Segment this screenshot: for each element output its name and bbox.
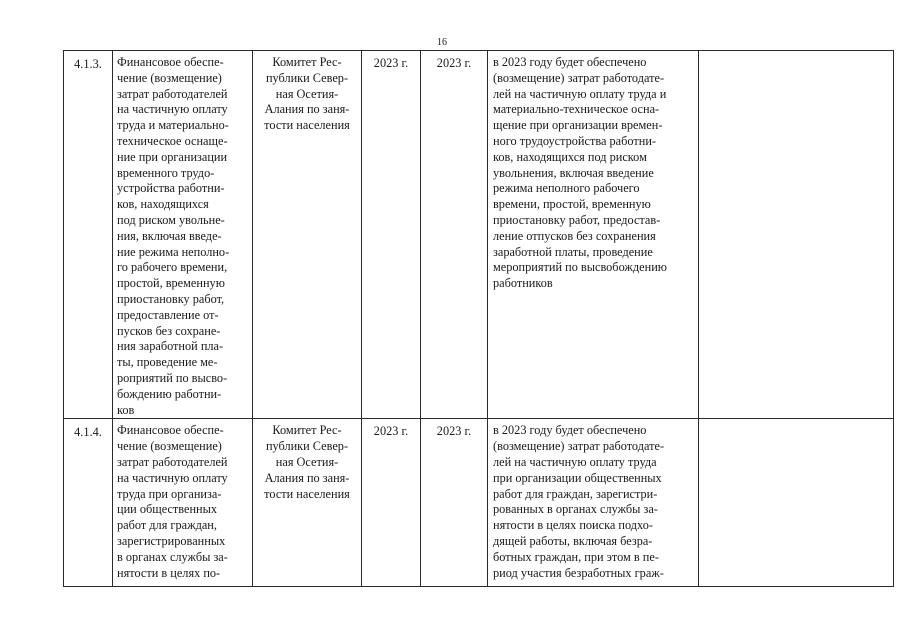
result-line: в 2023 году будет обеспечено [493,423,647,438]
result-line: режима неполного рабочего [493,181,640,196]
result-line: заработной платы, проведение [493,244,653,259]
measure-name-line: техническое оснаще- [117,133,228,148]
measure-name-line: ков [117,402,135,417]
measure-name-line: ков, находящихся [117,197,209,212]
empty-cell [699,51,894,419]
measure-name-line: устройства работни- [117,181,225,196]
measure-name-line: го рабочего времени, [117,260,228,275]
measure-name-line: простой, временную [117,276,225,291]
measure-name-line: приостановку работ, [117,291,225,306]
executor-line: тости населения [264,118,350,133]
result-line: ного трудоустройства работни- [493,133,657,148]
measure-name-line: чение (возмещение) [117,439,222,454]
measure-name-line: чение (возмещение) [117,70,222,85]
result-line: риод участия безработных граж- [493,565,664,580]
result-line: щение при организации времен- [493,118,663,133]
measure-name-line: ние режима неполно- [117,244,230,259]
measure-name-line: предоставление от- [117,307,219,322]
result-line: ков, находящихся под риском [493,149,647,164]
result-line: дящей работы, включая безра- [493,533,653,548]
page-number: 16 [437,37,447,48]
measure-name-line: ния заработной пла- [117,339,224,354]
expected-result [488,51,699,419]
result-line: ление отпусков без сохранения [493,228,656,243]
measure-name-line: на частичную оплату [117,102,228,117]
result-line: увольнения, включая введение [493,165,654,180]
executor-line: Комитет Рес- [272,423,342,438]
expected-result [488,419,699,587]
executor-line: Алания по заня- [264,470,350,485]
measure-name [113,51,253,419]
table-row-4-1-3 [64,51,894,419]
measure-name-line: нятости в целях по- [117,565,221,580]
start-year: 2023 г. [362,51,421,419]
measure-name-line: ния, включая введе- [117,228,222,243]
item-number: 4.1.4. [64,419,113,587]
measure-name-line: роприятий по высво- [117,370,228,385]
measure-name-line: пусков без сохране- [117,323,221,338]
table-row-4-1-4 [64,419,894,587]
start-year: 2023 г. [362,419,421,587]
executor-line: ная Осетия- [275,86,339,101]
result-line: работников [493,276,553,291]
result-line: нятости в целях поиска подхо- [493,518,653,533]
measures-table [63,50,894,587]
executor-line: ная Осетия- [275,454,339,469]
executor-line: публики Север- [265,70,349,85]
end-year: 2023 г. [421,51,488,419]
executor [253,419,362,587]
result-line: мероприятий по высвобождению [493,260,667,275]
measure-name [113,419,253,587]
result-line: лей на частичную оплату труда и [493,86,667,101]
result-line: времени, простой, временную [493,197,651,212]
measure-name-line: ние при организации [117,149,228,164]
result-line: приостановку работ, предостав- [493,212,661,227]
measure-name-line: затрат работодателей [117,86,228,101]
result-line: (возмещение) затрат работодате- [493,70,665,85]
measure-name-line: бождению работни- [117,386,222,401]
measure-name-line: зарегистрированных [117,533,226,548]
measure-name-line: Финансовое обеспе- [117,423,224,438]
measure-name-line: в органах службы за- [117,549,228,564]
executor-line: Комитет Рес- [272,55,342,69]
measure-name-line: под риском увольне- [117,212,225,227]
measure-name-line: затрат работодателей [117,454,228,469]
end-year: 2023 г. [421,419,488,587]
executor-line: тости населения [264,486,350,501]
result-line: в 2023 году будет обеспечено [493,55,647,69]
measure-name-line: ции общественных [117,502,218,517]
executor [253,51,362,419]
result-line: работ для граждан, зарегистри- [493,486,658,501]
measure-name-line: временного трудо- [117,165,215,180]
item-number: 4.1.3. [64,51,113,419]
result-line: материально-техническое осна- [493,102,660,117]
empty-cell [699,419,894,587]
result-line: при организации общественных [493,470,662,485]
result-line: лей на частичную оплату труда [493,454,657,469]
measure-name-line: Финансовое обеспе- [117,55,224,69]
result-line: (возмещение) затрат работодате- [493,439,665,454]
result-line: рованных в органах службы за- [493,502,658,517]
measure-name-line: труда и материально- [117,118,229,133]
measure-name-line: труда при организа- [117,486,222,501]
result-line: ботных граждан, при этом в пе- [493,549,659,564]
measure-name-line: работ для граждан, [117,518,217,533]
executor-line: Алания по заня- [264,102,350,117]
executor-line: публики Север- [265,439,349,454]
measure-name-line: ты, проведение ме- [117,355,218,370]
measure-name-line: на частичную оплату [117,470,228,485]
